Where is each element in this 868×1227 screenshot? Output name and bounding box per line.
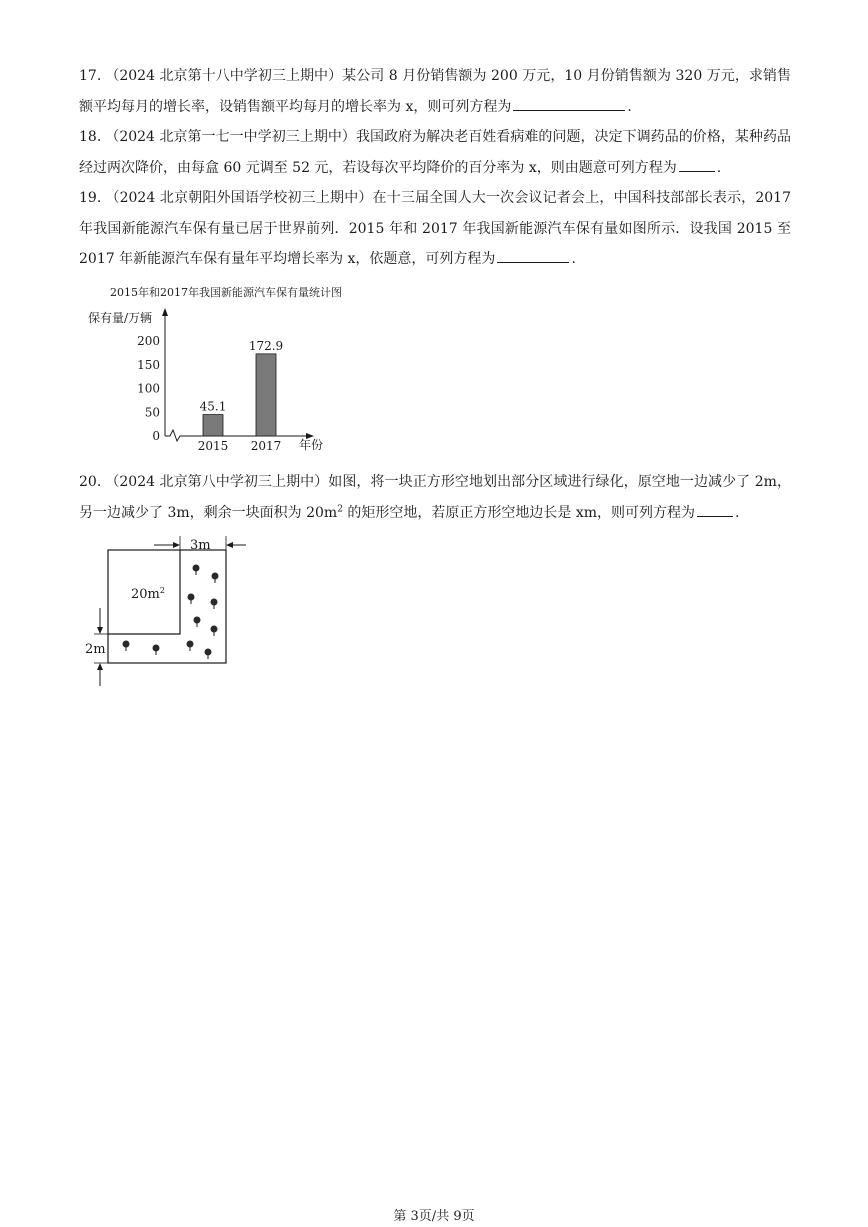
question-end: . xyxy=(716,159,722,176)
question-19 xyxy=(79,183,791,275)
tree-icon xyxy=(188,594,195,605)
answer-blank[interactable] xyxy=(497,246,569,263)
x-axis xyxy=(165,430,308,441)
question-end: . xyxy=(627,98,632,115)
question-number: 20. xyxy=(79,474,102,490)
bottom-dimension-label: 2m xyxy=(85,642,106,657)
y-tick-label: 0 xyxy=(152,429,160,443)
trees xyxy=(123,565,219,660)
x-tick-label: 2017 xyxy=(250,439,282,453)
answer-blank[interactable] xyxy=(513,94,625,111)
tree-icon xyxy=(123,641,130,652)
bar-2017 xyxy=(256,354,276,436)
chart-title: 2015年和2017年我国新能源汽车保有量统计图 xyxy=(110,286,342,299)
data-label: 45.1 xyxy=(199,399,227,414)
arrow-right-icon xyxy=(173,542,180,548)
bar-chart xyxy=(80,300,360,460)
answer-blank[interactable] xyxy=(679,155,715,172)
right-dimension-label: 3m xyxy=(190,538,211,553)
data-label: 172.9 xyxy=(248,338,284,353)
garden-figure xyxy=(80,530,270,690)
question-text: （2024 北京第八中学初三上期中）如图，将一块正方形空地划出部分区域进行绿化，原空地一边减少了 2m，另一边减少了 3m，剩余一块面积为 20m xyxy=(79,474,791,521)
question-text: （2024 北京第一七一中学初三上期中）我国政府为解决老百姓看病难的问题，决定下调药品的价格，某种药品经过两次降价，由每盒 60 元调至 52 元，若设每次平均降价的百分率为 x，则由题意可列方程为 xyxy=(79,129,791,176)
x-tick-label: 2015 xyxy=(197,439,229,453)
question-end: . xyxy=(735,504,740,521)
question-17 xyxy=(79,61,791,122)
question-text: （2024 北京朝阳外国语学校初三上期中）在十三届全国人大一次会议记者会上，中国科技部部长表示，2017 年我国新能源汽车保有量已居于世界前列．2015 年和 2017 年我国新能源汽车保有量如图所示．设我国 2015 至 2017 年新能源汽车保有量年平均增长率为 x，依题意，可列方程为 xyxy=(79,190,791,267)
y-tick-label: 100 xyxy=(137,381,160,396)
y-axis-arrow-icon xyxy=(162,308,168,316)
tree-icon xyxy=(212,573,219,584)
tree-icon xyxy=(153,645,160,656)
question-number: 19. xyxy=(79,190,102,206)
question-end: . xyxy=(571,251,576,267)
superscript: 2 xyxy=(337,503,343,514)
bar-2015 xyxy=(203,415,223,436)
arrow-down-icon xyxy=(97,627,103,634)
question-text-after: 的矩形空地，若原正方形空地边长是 xm，则可列方程为 xyxy=(342,504,695,521)
question-18 xyxy=(79,122,791,183)
arrow-up-icon xyxy=(97,663,103,670)
question-number: 18. xyxy=(79,129,102,145)
area-label: $20m^2$ xyxy=(131,586,165,602)
tree-icon xyxy=(193,565,200,576)
y-tick-label: 50 xyxy=(144,405,160,420)
y-tick-label: 150 xyxy=(137,357,160,372)
answer-blank[interactable] xyxy=(697,500,733,517)
tree-icon xyxy=(211,626,218,637)
question-number: 17. xyxy=(79,68,102,84)
x-axis-label: 年份 xyxy=(299,438,324,452)
arrow-left-icon xyxy=(226,542,233,548)
y-tick-label: 200 xyxy=(137,334,160,348)
tree-icon xyxy=(187,641,194,652)
tree-icon xyxy=(205,649,212,660)
page-footer: 第 3页/共 9页 xyxy=(393,1209,475,1224)
y-axis-label: 保有量/万辆 xyxy=(88,311,153,325)
tree-icon xyxy=(194,617,201,628)
y-ticks xyxy=(137,334,160,443)
question-20 xyxy=(79,467,791,528)
question-text: （2024 北京第十八中学初三上期中）某公司 8 月份销售额为 200 万元，10 月份销售额为 320 万元，求销售额平均每月的增长率，设销售额平均每月的增长率为 x，则可列方程为 xyxy=(79,68,791,115)
tree-icon xyxy=(211,599,218,610)
